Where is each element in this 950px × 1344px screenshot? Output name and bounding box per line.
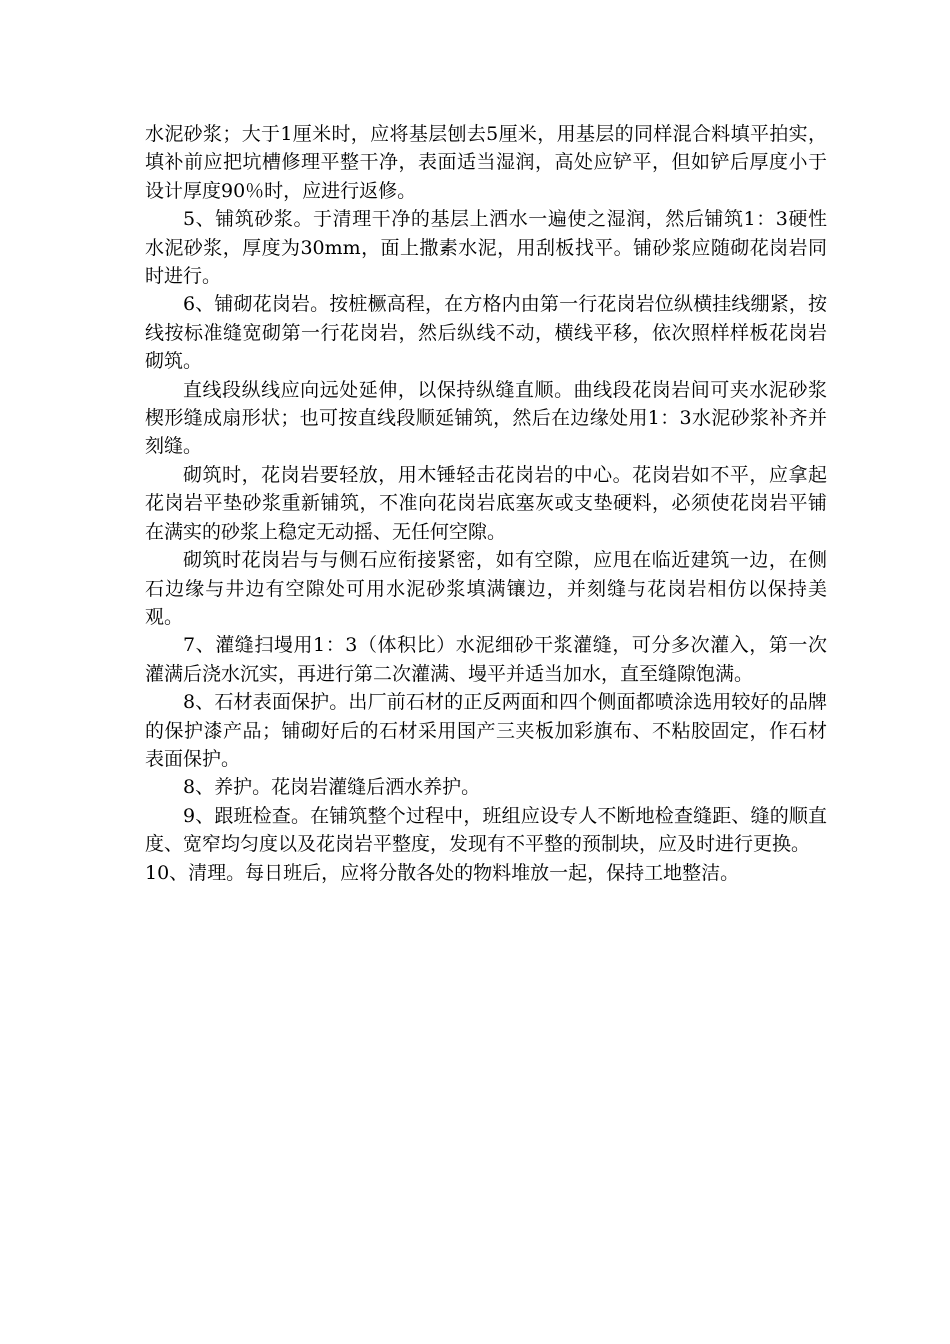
- document-body: [145, 120, 827, 887]
- paragraph-step-5-mortar: 5、铺筑砂浆。于清理干净的基层上洒水一遍使之湿润，然后铺筑1：3硬性水泥砂浆，厚度为30mm，面上撒素水泥，用刮板找平。铺砂浆应随砌花岗岩同时进行。: [145, 208, 827, 288]
- paragraph-curb-joints: 砌筑时花岗岩与与侧石应衔接紧密，如有空隙，应甩在临近建筑一边，在侧石边缘与井边有空隙处可用水泥砂浆填满镶边，并刻缝与花岗岩相仿以保持美观。: [145, 549, 827, 628]
- paragraph-step-7-grouting: 7、灌缝扫墁用1：3（体积比）水泥细砂干浆灌缝，可分多次灌入，第一次灌满后浇水沉实，再进行第二次灌满、墁平并适当加水，直至缝隙饱满。: [145, 634, 827, 685]
- paragraph-step-8-surface-protection: 8、石材表面保护。出厂前石材的正反两面和四个侧面都喷涂选用较好的品牌的保护漆产品；铺砌好后的石材采用国产三夹板加彩旗布、不粘胶固定，作石材表面保护。: [145, 691, 827, 770]
- paragraph-step-9-inspection: 9、跟班检查。在铺筑整个过程中，班组应设专人不断地检查缝距、缝的顺直度、宽窄均匀度以及花岗岩平整度，发现有不平整的预制块，应及时进行更换。: [145, 804, 827, 856]
- paragraph-step-6-paving: 6、铺砌花岗岩。按桩橛高程，在方格内由第一行花岗岩位纵横挂线绷紧，按线按标准缝宽砌第一行花岗岩，然后纵线不动，横线平移，依次照样样板花岗岩砌筑。: [145, 293, 827, 373]
- paragraph-step-8-curing: 8、养护。花岗岩灌缝后洒水养护。: [183, 776, 481, 799]
- paragraph-step-10-cleanup: 10、清理。每日班后，应将分散各处的物料堆放一起，保持工地整洁。: [145, 861, 740, 884]
- paragraph-base-repair: 水泥砂浆；大于1厘米时，应将基层刨去5厘米，用基层的同样混合料填平拍实，填补前应把坑槽修理平整干净，表面适当湿润，高处应铲平，但如铲后厚度小于设计厚度90％时，应进行返修。: [145, 123, 827, 202]
- paragraph-straight-curve-sections: 直线段纵线应向远处延伸，以保持纵缝直顺。曲线段花岗岩间可夹水泥砂浆楔形缝成扇形状；也可按直线段顺延铺筑，然后在边缘处用1：3水泥砂浆补齐并刻缝。: [145, 378, 827, 458]
- paragraph-laying-method: 砌筑时，花岗岩要轻放，用木锤轻击花岗岩的中心。花岗岩如不平，应拿起花岗岩平垫砂浆重新铺筑，不准向花岗岩底塞灰或支垫硬料，必须使花岗岩平铺在满实的砂浆上稳定无动摇、无任何空隙。: [145, 463, 827, 543]
